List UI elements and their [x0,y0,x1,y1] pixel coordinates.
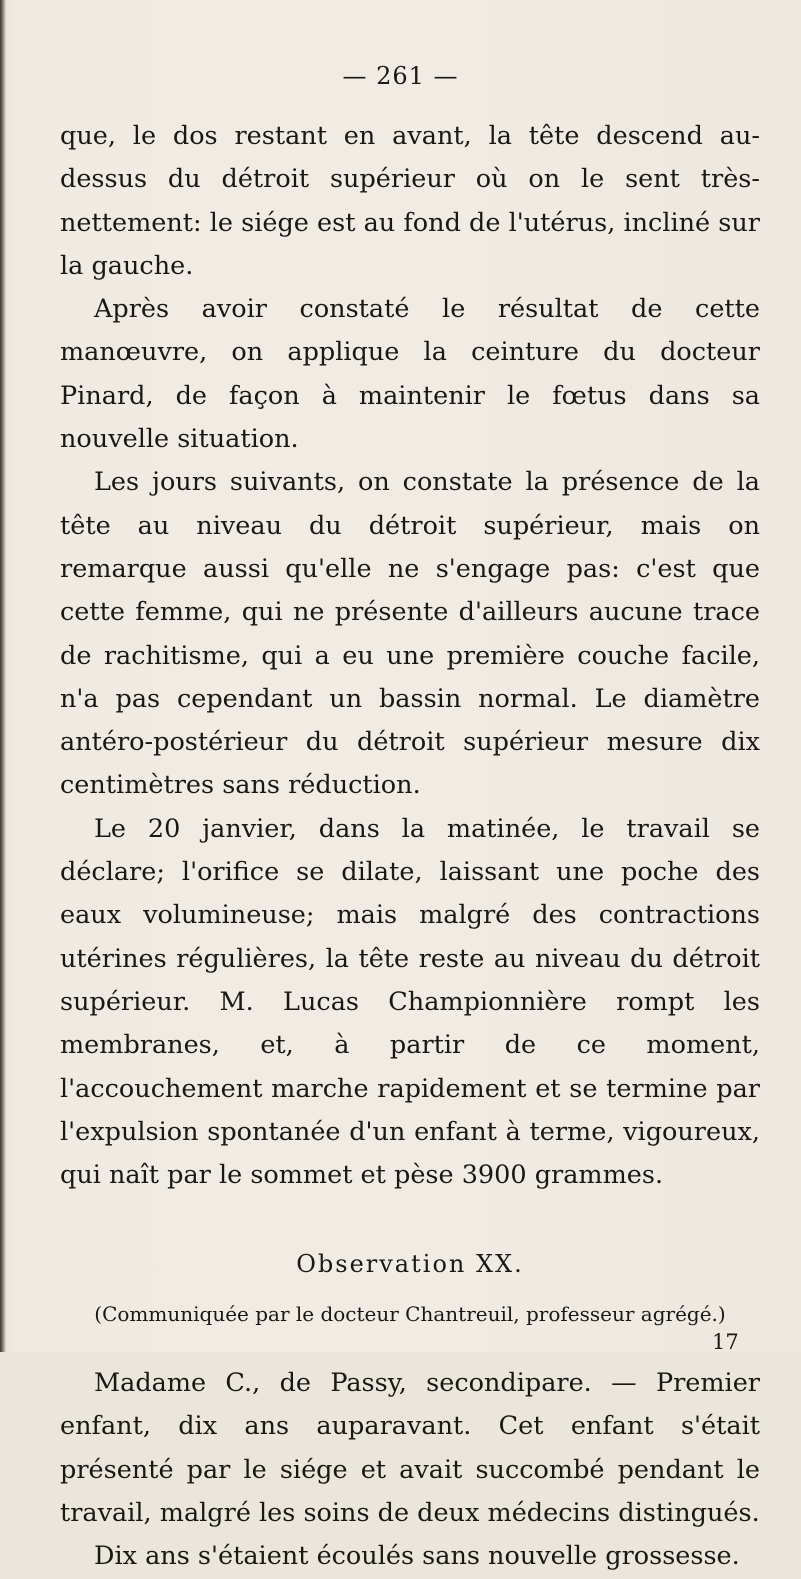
signature-mark: 17 [712,1330,739,1354]
page-number: — 261 — [342,62,459,90]
observation-attribution: (Communiquée par le docteur Chantreuil, professeur agrégé.) [94,1301,726,1326]
page-edge-shadow [0,0,6,1352]
paragraph: Dix ans s'étaient écoulés sans nouvelle grossesse. [94,1541,740,1572]
paragraph: Le 20 janvier, dans la matinée, le travail se déclare; l'orifice se dilate, laissant une poche des eaux volumineuse; mais malgré des contractions utérines régulières, la tête reste au niveau du détroit supérieur. M. Lucas Championnière rompt les membranes, et, à partir de ce moment, l'accouchement marche rapidement et se termine par l'expulsion spontanée d'un enfant à terme, vigoureux, qui naît par le sommet et pèse 3900 grammes. [60,813,760,1191]
paragraph: Après avoir constaté le résultat de cette manœuvre, on applique la ceinture du docteur Pinard, de façon à maintenir le fœtus dans sa nouvelle situation. [60,294,760,455]
paragraph: Les jours suivants, on constate la présence de la tête au niveau du détroit supérieur, mais on remarque aussi qu'elle ne s'engage pas: c'est que cette femme, qui ne présente d'ailleurs aucune trace de rachitisme, qui a eu une première couche facile, n'a pas cependant un bassin normal. Le diamètre antéro-postérieur du détroit supérieur mesure dix centimètres sans réduction. [60,467,760,801]
page-body [60,115,760,1579]
observation-heading: Observation XX. [296,1250,524,1279]
paragraph: Madame C., de Passy, secondipare. — Premier enfant, dix ans auparavant. Cet enfant s'était présenté par le siége et avait succombé pendant le travail, malgré les soins de deux médecins distingués. [60,1368,760,1528]
paragraph-continuation: que, le dos restant en avant, la tête descend au-dessus du détroit supérieur où on le sent très-nettement: le siége est au fond de l'utérus, incliné sur la gauche. [60,121,760,281]
